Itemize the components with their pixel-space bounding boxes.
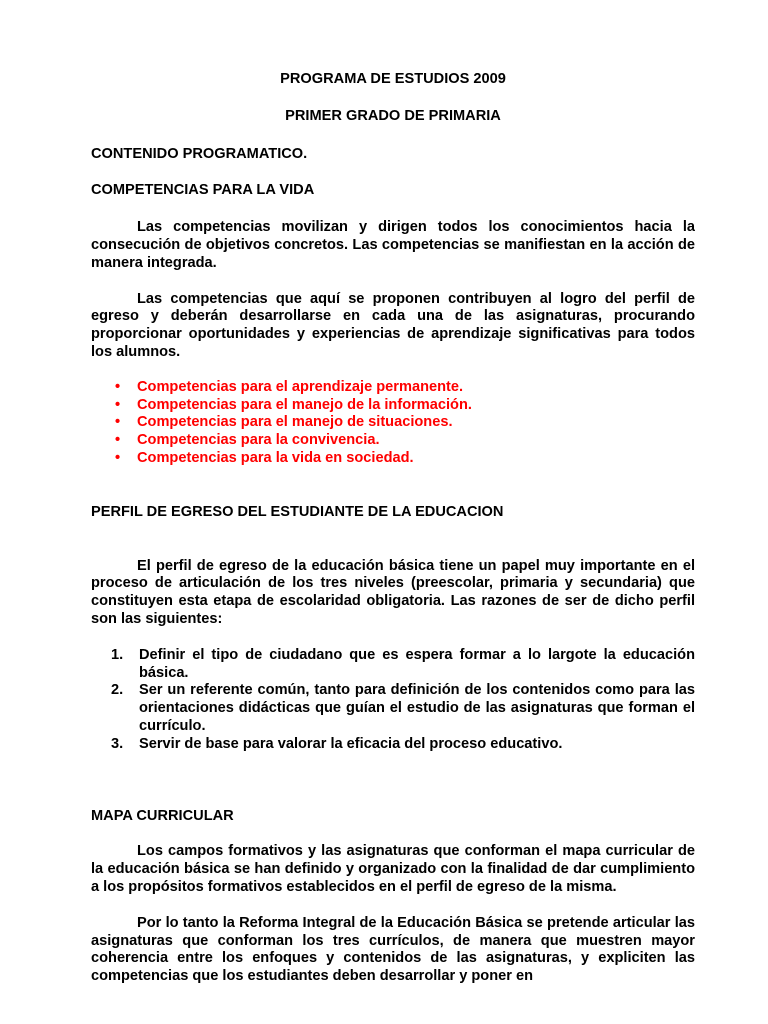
bullet-icon: •	[115, 396, 121, 413]
mapa-heading: MAPA CURRICULAR	[91, 807, 234, 824]
list-number: 3.	[111, 735, 124, 752]
bullet-icon: •	[115, 449, 121, 466]
mapa-paragraph-2: Por lo tanto la Reforma Integral de la Educación Básica se pretende articular las asignaturas que conforman los tres currículos, de manera que muestren mayor coherencia entre los enfoques y contenidos de las asignaturas, y expliciten las competencias que los estudiantes deben desarrollar y poner en	[91, 914, 695, 985]
competencias-paragraph-1: Las competencias movilizan y dirigen todos los conocimientos hacia la consecución de objetivos concretos. Las competencias se manifiestan en la acción de manera integrada.	[91, 219, 695, 271]
list-item-text: Competencias para el manejo de la información.	[137, 396, 472, 413]
list-item	[91, 397, 695, 415]
list-item-text: Definir el tipo de ciudadano que es espera formar a lo largote la educación básica.	[139, 646, 695, 681]
contenido-heading: CONTENIDO PROGRAMATICO.	[91, 145, 308, 162]
bullet-icon: •	[115, 378, 121, 395]
competencias-list	[91, 379, 695, 468]
list-item-text: Servir de base para valorar la eficacia del proceso educativo.	[139, 735, 563, 752]
list-item	[91, 432, 695, 450]
mapa-paragraph-1: Los campos formativos y las asignaturas que conforman el mapa curricular de la educación básica se han definido y organizado con la finalidad de dar cumplimiento a los propósitos formativos establecidos en el perfil de egreso de la misma.	[91, 843, 695, 895]
list-number: 2.	[111, 682, 124, 699]
bullet-icon: •	[115, 414, 121, 431]
perfil-heading: PERFIL DE EGRESO DEL ESTUDIANTE DE LA EDUCACION	[91, 503, 504, 520]
list-item	[91, 647, 695, 683]
list-item	[91, 682, 695, 735]
document-page	[91, 0, 695, 1024]
perfil-numbered-list	[91, 647, 695, 754]
list-item	[91, 736, 695, 754]
perfil-paragraph-1: El perfil de egreso de la educación básica tiene un papel muy importante en el proceso de articulación de los tres niveles (preescolar, primaria y secundaria) que constituyen esta etapa de escolaridad obligatoria. Las razones de ser de dicho perfil son las siguientes:	[91, 557, 695, 627]
list-item-text: Competencias para la convivencia.	[137, 432, 380, 449]
bullet-icon: •	[115, 432, 121, 449]
list-item-text: Competencias para el aprendizaje permanente.	[137, 378, 464, 395]
list-item-text: Competencias para el manejo de situaciones.	[137, 414, 453, 431]
competencias-paragraph-2: Las competencias que aquí se proponen contribuyen al logro del perfil de egreso y deberán desarrollarse en cada una de las asignaturas, procurando proporcionar oportunidades y experiencias de aprendizaje significativas para todos los alumnos.	[91, 290, 695, 360]
document-title: PROGRAMA DE ESTUDIOS 2009	[280, 71, 506, 87]
list-item-text: Ser un referente común, tanto para definición de los contenidos como para las orientaciones didácticas que guían el estudio de las asignaturas que forman el currículo.	[139, 682, 695, 734]
list-item-text: Competencias para la vida en sociedad.	[137, 449, 414, 466]
competencias-heading: COMPETENCIAS PARA LA VIDA	[91, 182, 315, 199]
list-item	[91, 450, 695, 468]
list-item	[91, 414, 695, 432]
document-subtitle: PRIMER GRADO DE PRIMARIA	[285, 107, 501, 124]
list-item	[91, 379, 695, 397]
list-number: 1.	[111, 646, 124, 663]
